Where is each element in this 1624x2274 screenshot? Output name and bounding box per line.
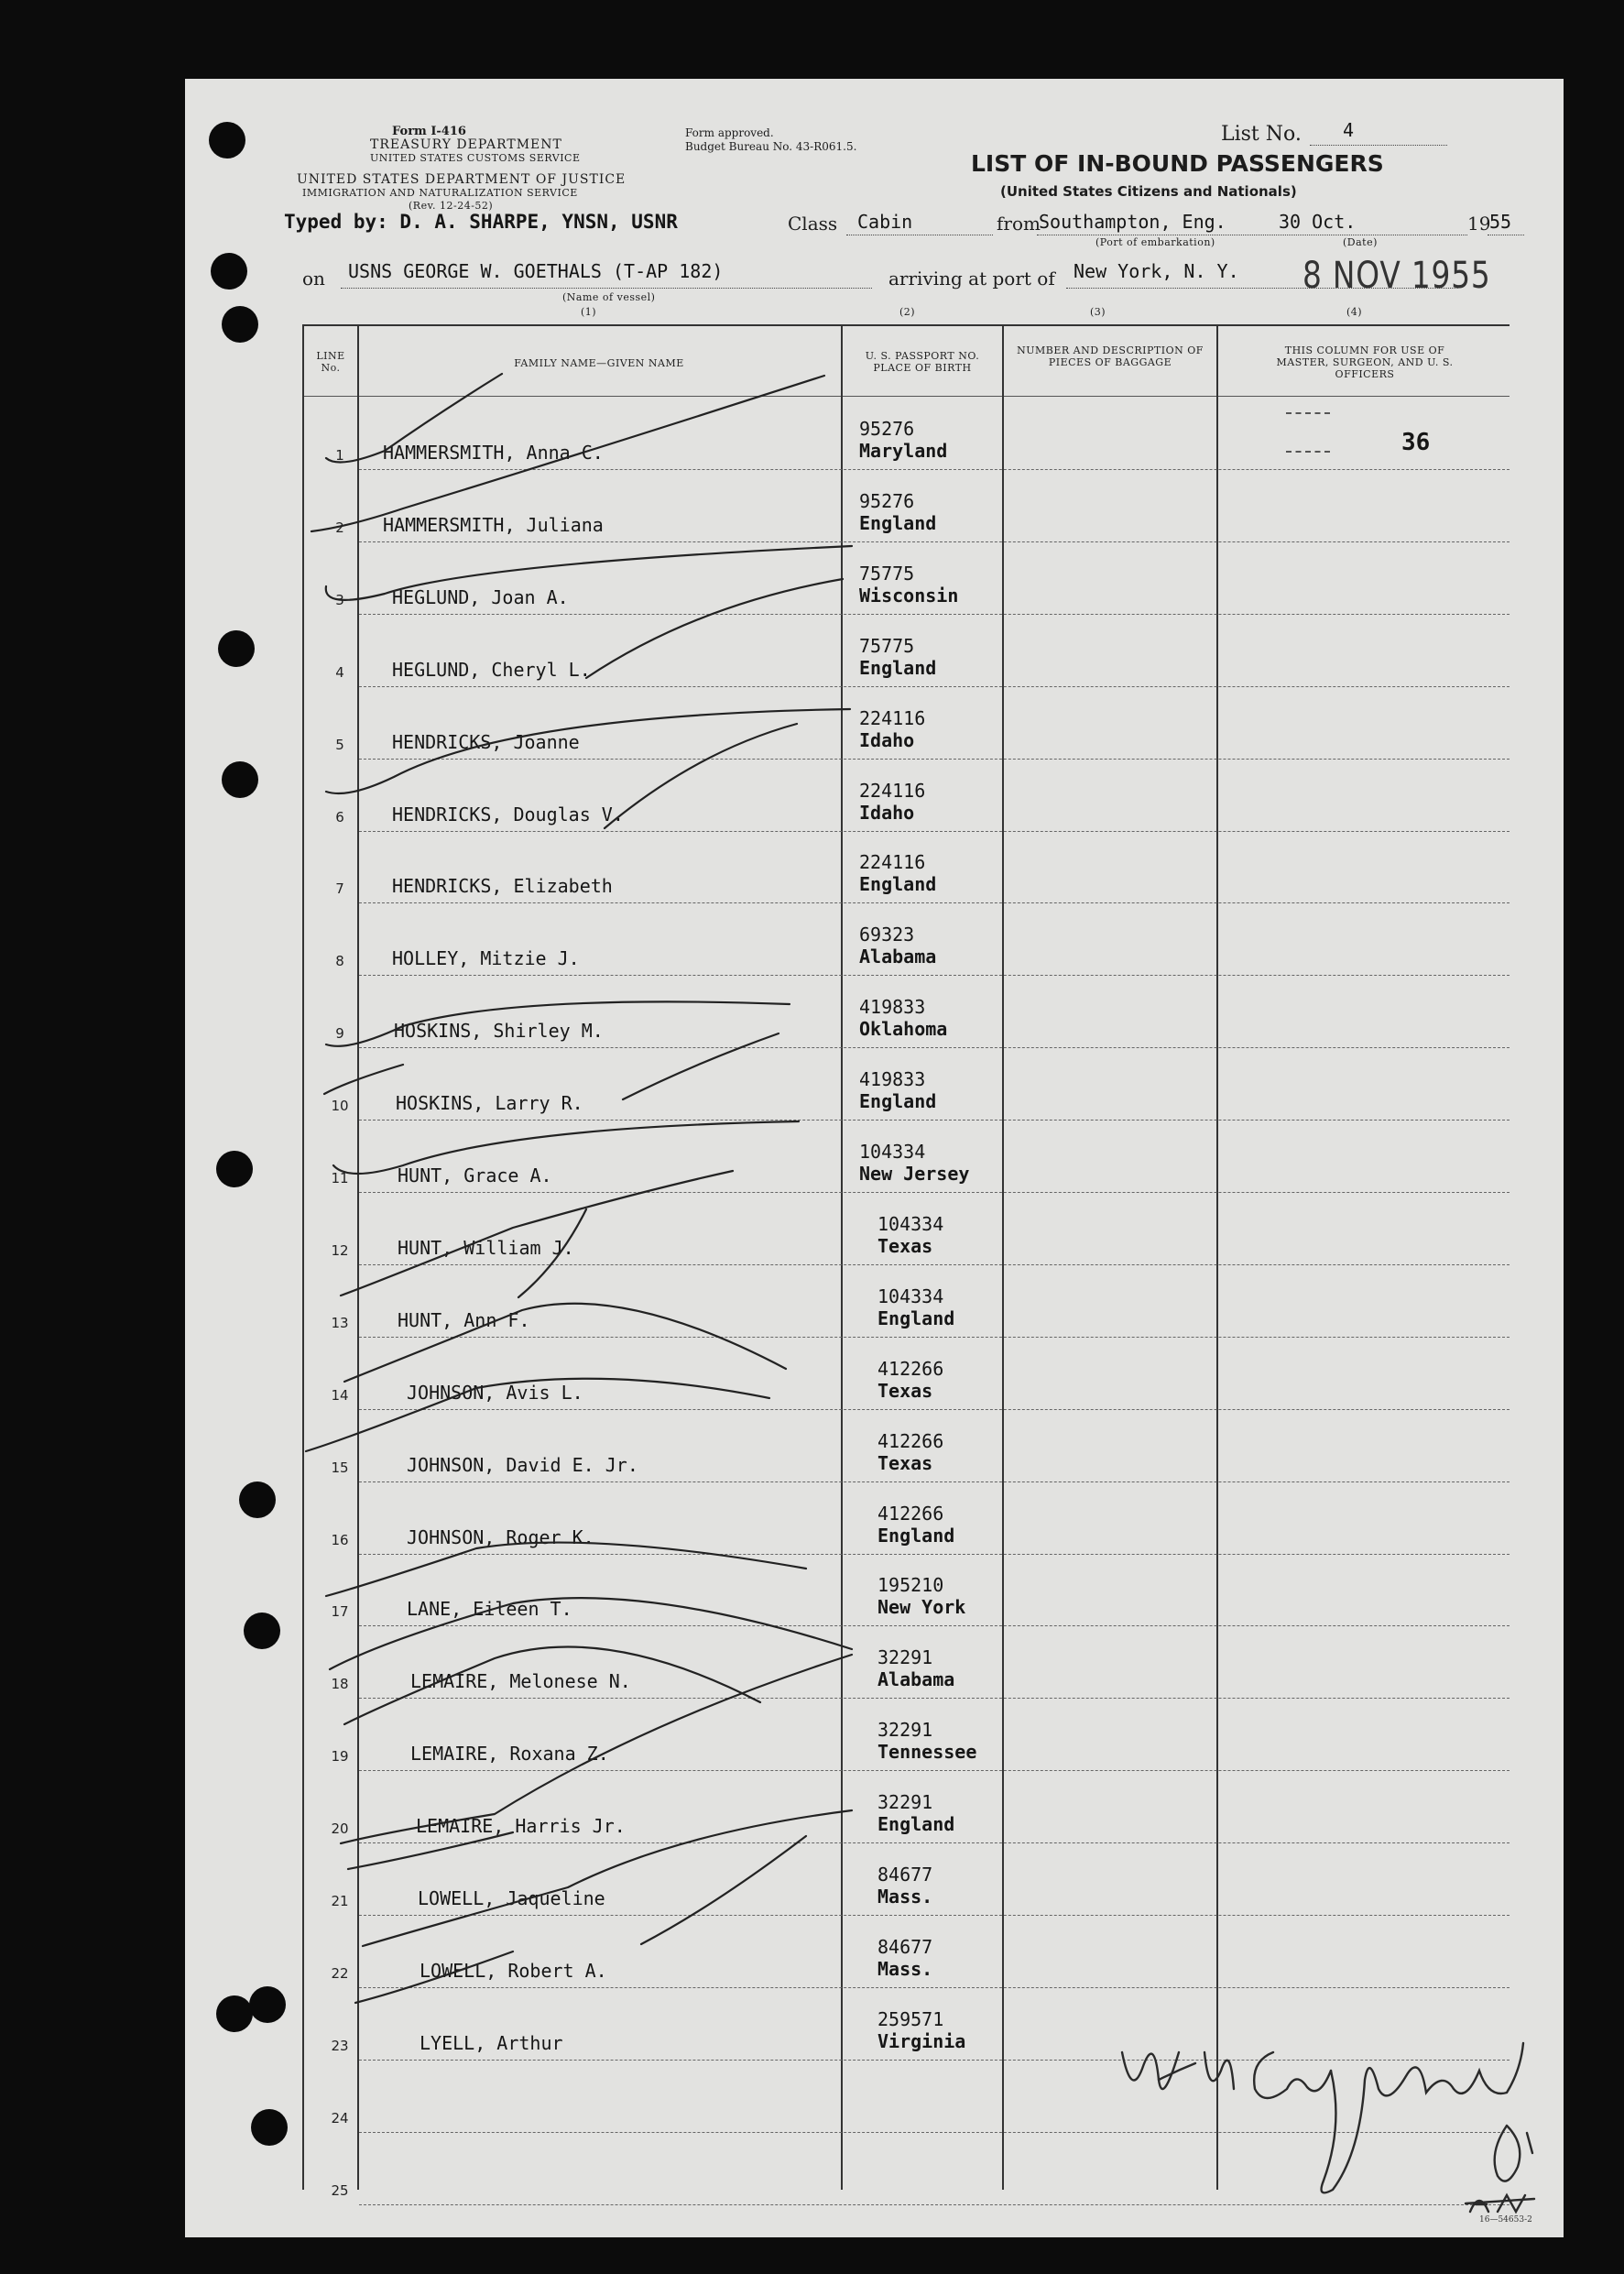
passenger-name: HAMMERSMITH, Juliana [383,513,604,536]
dept-justice: UNITED STATES DEPARTMENT OF JUSTICE [297,172,627,187]
passport-number: 412266 [877,1357,944,1380]
passport-number: 75775 [859,562,915,585]
list-no-value: 4 [1343,119,1355,141]
place-of-birth: Idaho [859,728,915,751]
passenger-name: JOHNSON, Roger K. [407,1525,594,1548]
arriving-label: arriving at port of [888,268,1055,290]
column-number-1: (1) [581,306,597,318]
line-number: 16 [331,1531,349,1548]
passenger-name: LOWELL, Jaqueline [418,1887,605,1909]
passenger-name: HENDRICKS, Joanne [392,730,580,753]
line-number: 20 [331,1820,349,1838]
vessel-caption: (Name of vessel) [562,291,656,303]
on-label: on [302,268,325,290]
line-number: 9 [335,1025,344,1043]
passenger-name: LYELL, Arthur [420,2031,563,2054]
from-label: from [997,213,1041,235]
passenger-name: HENDRICKS, Douglas V. [392,803,624,825]
passenger-name: HEGLUND, Cheryl L. [392,658,591,681]
place-of-birth: New Jersey [859,1163,970,1185]
place-of-birth: England [877,1524,955,1547]
passenger-name: JOHNSON, David E. Jr. [407,1453,638,1476]
passport-number: 84677 [877,1864,933,1886]
place-of-birth: Oklahoma [859,1018,948,1041]
passport-number: 95276 [859,489,915,512]
line-number: 22 [331,1964,349,1982]
arrival-port: New York, N. Y. [1074,260,1239,282]
passport-number: 32291 [877,1719,933,1742]
form-approved: Form approved. [685,126,774,139]
from-value: Southampton, Eng. [1039,211,1226,233]
typed-by: Typed by: D. A. SHARPE, YNSN, USNR [284,211,678,233]
passenger-name: LANE, Eileen T. [407,1598,572,1621]
place-of-birth: Tennessee [877,1741,977,1764]
passenger-name: LEMAIRE, Roxana Z. [410,1743,609,1766]
date-value: 30 Oct. [1279,211,1357,233]
passenger-name: JOHNSON, Avis L. [407,1381,583,1404]
passenger-name: HENDRICKS, Elizabeth [392,875,613,898]
dept-customs: UNITED STATES CUSTOMS SERVICE [370,152,581,164]
col-header-officers: THIS COLUMN FOR USE OF MASTER, SURGEON, AND U. S. OFFICERS [1276,344,1454,380]
class-label: Class [788,213,838,235]
place-of-birth: Virginia [877,2029,966,2052]
passenger-name: LEMAIRE, Melonese N. [410,1670,631,1693]
year-prefix: 19 [1467,213,1491,235]
passenger-name: HUNT, William J. [398,1236,574,1259]
line-number: 8 [335,953,344,970]
place-of-birth: Idaho [859,801,915,824]
footer-code: 16—54653-2 [1479,2215,1532,2225]
col-header-line-no: LINE No. [316,350,345,374]
passenger-name: HUNT, Grace A. [398,1164,552,1186]
passenger-name: HUNT, Ann F. [398,1308,530,1331]
passport-number: 412266 [877,1429,944,1452]
col-header-name: FAMILY NAME—GIVEN NAME [514,357,684,369]
line-number: 10 [331,1098,349,1115]
line-number: 24 [331,2109,349,2126]
inspector-signature [1104,2016,1562,2226]
passenger-name: HEGLUND, Joan A. [392,585,569,608]
passport-number: 104334 [877,1285,944,1307]
place-of-birth: Alabama [877,1668,955,1691]
passport-number: 32291 [877,1791,933,1814]
column-number-4: (4) [1346,306,1363,318]
place-of-birth: New York [877,1596,966,1619]
place-of-birth: Texas [877,1379,933,1402]
passport-number: 69323 [859,924,915,946]
line-number: 18 [331,1676,349,1693]
form-title: LIST OF IN-BOUND PASSENGERS [971,150,1384,177]
place-of-birth: Alabama [859,946,937,968]
line-number: 11 [331,1170,349,1186]
class-value: Cabin [857,211,913,233]
budget-bureau: Budget Bureau No. 43-R061.5. [685,140,857,153]
passport-number: 224116 [859,779,926,802]
officer-note: 36 [1401,429,1431,456]
column-number-3: (3) [1090,306,1106,318]
line-number: 4 [335,663,344,681]
date-caption: (Date) [1343,236,1378,248]
place-of-birth: England [859,656,937,679]
year-value: 55 [1489,211,1512,233]
form-number: Form I-416 [392,125,466,138]
from-caption: (Port of embarkation) [1095,236,1215,248]
passport-number: 224116 [859,706,926,729]
line-number: 5 [335,736,344,753]
line-number: 1 [335,447,344,464]
place-of-birth: England [859,1090,937,1113]
passport-number: 84677 [877,1935,933,1958]
place-of-birth: England [859,873,937,896]
place-of-birth: Texas [877,1234,933,1257]
passenger-name: LOWELL, Robert A. [420,1959,607,1982]
passport-number: 195210 [877,1574,944,1597]
passport-number: 75775 [859,634,915,657]
line-number: 23 [331,2037,349,2054]
passenger-name: HAMMERSMITH, Anna C. [383,442,604,464]
passport-number: 104334 [877,1212,944,1235]
passport-number: 224116 [859,851,926,874]
line-number: 3 [335,591,344,608]
line-number: 21 [331,1893,349,1909]
form-subtitle: (United States Citizens and Nationals) [1000,183,1297,200]
passport-number: 32291 [877,1646,933,1669]
passenger-name: HOSKINS, Larry R. [396,1092,583,1115]
line-number: 14 [331,1386,349,1404]
place-of-birth: England [859,511,937,534]
place-of-birth: Texas [877,1451,933,1474]
passport-number: 419833 [859,996,926,1019]
passenger-name: HOSKINS, Shirley M. [394,1020,604,1043]
passport-number: 259571 [877,2007,944,2030]
vessel-name: USNS GEORGE W. GOETHALS (T-AP 182) [348,260,724,282]
col-header-passport: U. S. PASSPORT NO. PLACE OF BIRTH [865,350,980,374]
passport-number: 412266 [877,1502,944,1525]
place-of-birth: Wisconsin [859,584,959,607]
line-number: 17 [331,1603,349,1621]
place-of-birth: Mass. [877,1957,933,1980]
passenger-name: HOLLEY, Mitzie J. [392,947,580,970]
list-no-label: List No. [1221,123,1302,146]
passport-number: 419833 [859,1068,926,1091]
line-number: 7 [335,880,344,898]
line-number: 6 [335,808,344,825]
place-of-birth: Mass. [877,1886,933,1908]
passport-number: 104334 [859,1141,926,1163]
passenger-name: LEMAIRE, Harris Jr. [416,1815,626,1838]
place-of-birth: Maryland [859,440,948,462]
col-header-baggage: NUMBER AND DESCRIPTION OF PIECES OF BAGGAGE [1017,344,1204,368]
form-revision: (Rev. 12-24-52) [409,200,494,212]
line-number: 13 [331,1314,349,1331]
dept-ins: IMMIGRATION AND NATURALIZATION SERVICE [302,187,578,199]
arrival-date-stamp: 8 NOV 1955 [1302,255,1491,297]
line-number: 25 [331,2181,349,2199]
dept-treasury: TREASURY DEPARTMENT [370,137,562,152]
place-of-birth: England [877,1306,955,1329]
line-number: 15 [331,1459,349,1476]
column-number-2: (2) [899,306,916,318]
line-number: 12 [331,1241,349,1259]
passport-number: 95276 [859,418,915,440]
place-of-birth: England [877,1813,955,1836]
line-number: 2 [335,519,344,536]
line-number: 19 [331,1748,349,1766]
